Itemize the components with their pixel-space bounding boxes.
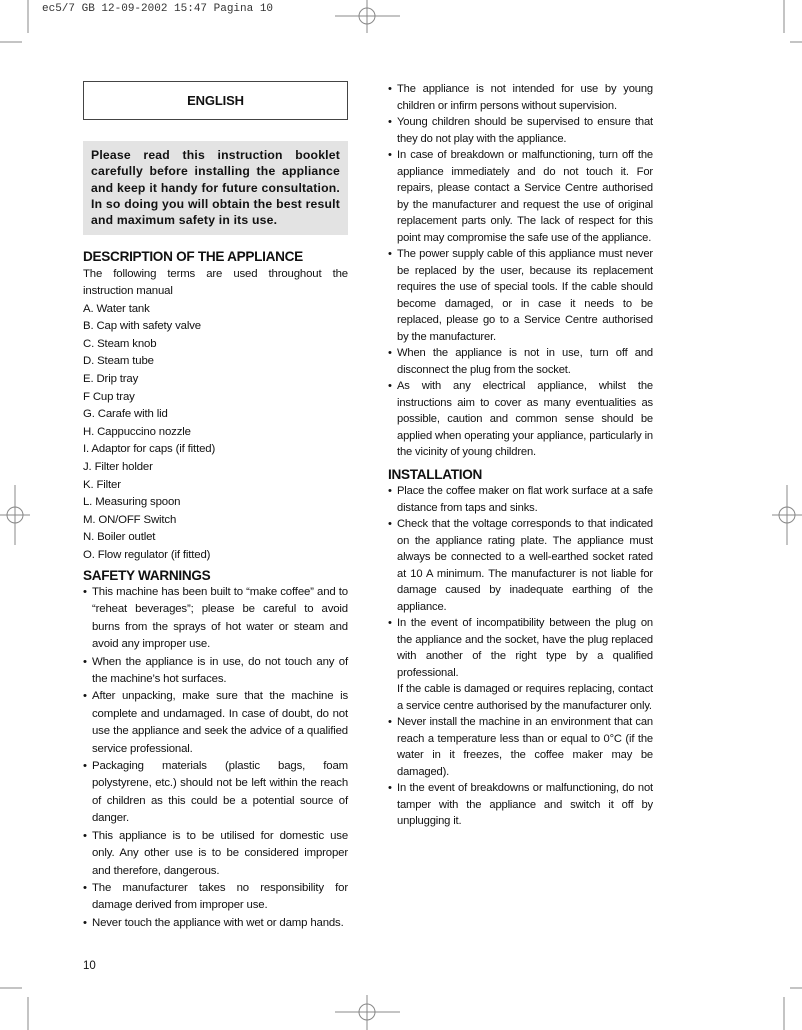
list-item: C. Steam knob bbox=[83, 337, 157, 350]
list-item: • As with any electrical appliance, whilst the instructions aim to cover as many eventualities as possible, caution and common sense should be applied when operating your appliance, particularly in the vicinity of young children. bbox=[388, 378, 653, 461]
list-item: L. Measuring spoon bbox=[83, 496, 181, 509]
list-item: • Never touch the appliance with wet or damp hands. bbox=[83, 915, 348, 932]
list-item: • This appliance is to be utilised for domestic use only. Any other use is to be considered improper and therefore, dangerous. bbox=[83, 828, 348, 880]
left-column bbox=[83, 81, 348, 932]
notice-box: Please read this instruction booklet carefully before installing the appliance and keep it handy for future consultation. In so doing you will obtain the best result and maximum safety in its use. bbox=[83, 141, 348, 235]
list-item: D. Steam tube bbox=[83, 355, 154, 368]
list-item: K. Filter bbox=[83, 478, 121, 491]
safety-heading: SAFETY WARNINGS bbox=[83, 567, 211, 583]
parts-list bbox=[83, 301, 348, 565]
installation-heading: INSTALLATION bbox=[388, 466, 483, 482]
list-item bbox=[388, 615, 653, 714]
description-heading: DESCRIPTION OF THE APPLIANCE bbox=[83, 249, 303, 265]
list-item: E. Drip tray bbox=[83, 373, 139, 386]
list-item: F Cup tray bbox=[83, 390, 135, 403]
description-intro: The following terms are used throughout the instruction manual bbox=[83, 267, 348, 298]
list-item: • When the appliance is in use, do not touch any of the machine’s hot surfaces. bbox=[83, 654, 348, 689]
list-item: • The appliance is not intended for use by young children or infirm persons without supervision. bbox=[388, 81, 653, 114]
right-column bbox=[388, 81, 653, 830]
list-item: I. Adaptor for caps (if fitted) bbox=[83, 443, 216, 456]
list-item: • Packaging materials (plastic bags, foam polystyrene, etc.) should not be left within the reach of children as this could be a potential source of danger. bbox=[83, 758, 348, 828]
list-item: O. Flow regulator (if fitted) bbox=[83, 549, 211, 562]
list-item: • Place the coffee maker on flat work surface at a safe distance from taps and sinks. bbox=[388, 483, 653, 516]
list-item: • In case of breakdown or malfunctioning, turn off the appliance immediately and do not touch it. For repairs, please contact a Service Centre authorised by the manufacturer and request the use of original replacement parts only. The lack of respect for this point may compromise the safe use of the appliance. bbox=[388, 147, 653, 246]
list-item: • In the event of breakdowns or malfunctioning, do not tamper with the appliance and switch it off by unplugging it. bbox=[388, 780, 653, 830]
list-item: A. Water tank bbox=[83, 302, 150, 315]
list-item: H. Cappuccino nozzle bbox=[83, 425, 191, 438]
print-slug: ec5/7 GB 12-09-2002 15:47 Pagina 10 bbox=[42, 3, 274, 15]
list-item: • Young children should be supervised to ensure that they do not play with the appliance. bbox=[388, 114, 653, 147]
list-item: • When the appliance is not in use, turn off and disconnect the plug from the socket. bbox=[388, 345, 653, 378]
list-item-text: In the event of incompatibility between the plug on the appliance and the socket, have the plug replaced with another of the right type by a qualified professional. bbox=[397, 617, 653, 679]
list-item: B. Cap with safety valve bbox=[83, 320, 201, 333]
safety-list-continued bbox=[388, 81, 653, 461]
installation-list bbox=[388, 483, 653, 830]
list-item: • The power supply cable of this appliance must never be replaced by the user, because its replacement requires the use of special tools. If the cable should become damaged, or in case it needs to be replaced, please go to a Service Centre authorised by the manufacturer. bbox=[388, 246, 653, 345]
list-item: G. Carafe with lid bbox=[83, 408, 168, 421]
language-label: ENGLISH bbox=[83, 81, 348, 120]
list-item: • This machine has been built to “make coffee” and to “reheat beverages”; please be careful to avoid burns from the sprays of hot water or steam and avoid any improper use. bbox=[83, 584, 348, 654]
list-item: • Never install the machine in an environment that can reach a temperature less than or equal to 0°C (if the water in it freezes, the coffee maker may be damaged). bbox=[388, 714, 653, 780]
list-item: M. ON/OFF Switch bbox=[83, 513, 177, 526]
list-item: J. Filter holder bbox=[83, 461, 153, 474]
safety-list bbox=[83, 584, 348, 932]
page-number: 10 bbox=[83, 960, 96, 972]
list-item: N. Boiler outlet bbox=[83, 531, 156, 544]
list-item: • After unpacking, make sure that the machine is complete and undamaged. In case of doubt, do not use the appliance and seek the advice of a qualified service professional. bbox=[83, 688, 348, 758]
list-item: • The manufacturer takes no responsibility for damage derived from improper use. bbox=[83, 880, 348, 915]
list-item: • Check that the voltage corresponds to that indicated on the appliance rating plate. The appliance must always be connected to a well-earthed socket rated at 10 A minimum. The manufacturer is not liable for damage caused by inadequate earthing of the appliance. bbox=[388, 516, 653, 615]
cable-note: If the cable is damaged or requires replacing, contact a service centre authorised by the manufacturer only. bbox=[397, 683, 653, 712]
